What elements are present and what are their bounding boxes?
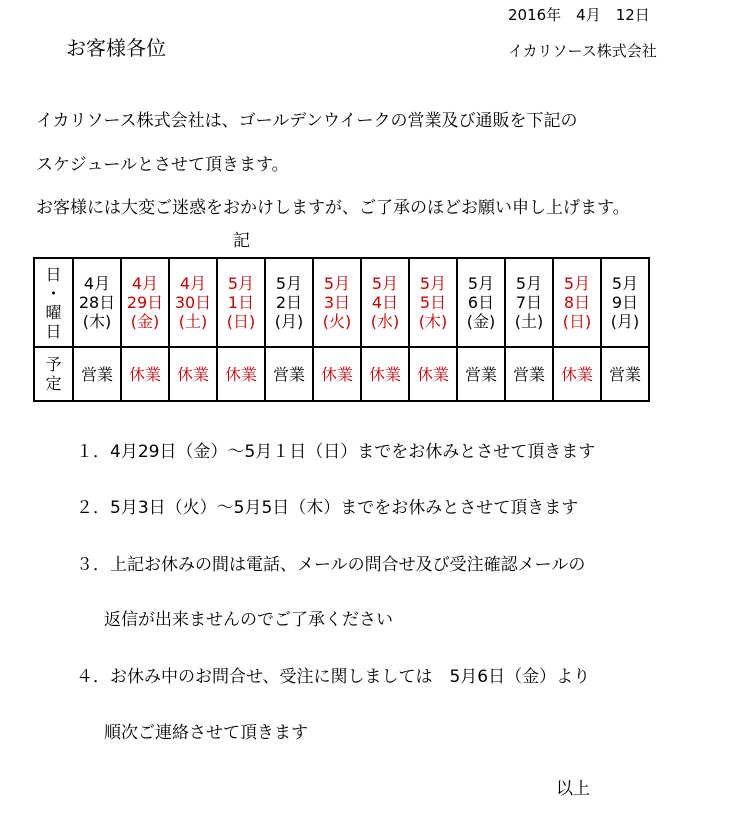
ki-mark: 記 (233, 231, 250, 251)
status-cell: 休業 (409, 347, 457, 401)
date-cell-day: 5日 (419, 293, 447, 312)
date-cell (601, 258, 649, 347)
status-cell: 営業 (601, 347, 649, 401)
note-3-continuation: 返信が出来ませんのでご了承ください (104, 610, 393, 630)
date-cell (409, 258, 457, 347)
status-cell: 休業 (217, 347, 265, 401)
date-cell-month: 5月 (467, 274, 495, 293)
intro-line-1: イカリソース株式会社は、ゴールデンウイークの営業及び通販を下記の (36, 111, 578, 131)
date-cell-weekday: (金) (130, 312, 160, 331)
date-cell (553, 258, 601, 347)
date-cell-weekday: (月) (610, 312, 640, 331)
date-cell (457, 258, 505, 347)
date-cell-day: 1日 (227, 293, 255, 312)
intro-line-3: お客様には大変ご迷惑をおかけしますが、ご了承のほどお願い申し上げます。 (36, 198, 630, 218)
date-cell-weekday: (土) (178, 312, 208, 331)
date-cell-weekday: (土) (514, 312, 544, 331)
intro-line-2: スケジュールとさせて頂きます。 (36, 155, 289, 175)
date-cell (313, 258, 361, 347)
date-cell (73, 258, 121, 347)
date-cell-weekday: (日) (562, 312, 592, 331)
note-4: ４．お休み中のお問合せ、受注に関しましては 5月6日（金）より (76, 667, 591, 687)
date-cell (361, 258, 409, 347)
status-cell: 休業 (553, 347, 601, 401)
status-cell: 休業 (169, 347, 217, 401)
date-row (34, 258, 649, 347)
date-cell-weekday: (木) (418, 312, 448, 331)
note-4-continuation: 順次ご連絡させて頂きます (104, 723, 308, 743)
date-cell-day: 6日 (467, 293, 495, 312)
date-cell-month: 5月 (227, 274, 255, 293)
status-cell: 営業 (457, 347, 505, 401)
schedule-table (33, 257, 650, 402)
date-cell (505, 258, 553, 347)
date-cell-day: 2日 (275, 293, 303, 312)
date-cell-weekday: (火) (322, 312, 352, 331)
date-cell-month: 4月 (131, 274, 159, 293)
date-cell (121, 258, 169, 347)
schedule-row (34, 347, 649, 401)
status-cell: 営業 (505, 347, 553, 401)
date-cell-weekday: (木) (82, 312, 112, 331)
date-row-label: 日 ・ 曜 日 (34, 258, 73, 347)
status-cell: 休業 (313, 347, 361, 401)
date-cell-month: 5月 (371, 274, 399, 293)
note-3: ３．上記お休みの間は電話、メールの問合せ及び受注確認メールの (76, 555, 586, 575)
company-name: イカリソース株式会社 (508, 42, 657, 60)
status-cell: 休業 (361, 347, 409, 401)
date-cell-month: 5月 (515, 274, 543, 293)
date-cell-month: 5月 (563, 274, 591, 293)
date-cell-weekday: (日) (226, 312, 256, 331)
date-cell-day: 4日 (371, 293, 399, 312)
date-cell-month: 5月 (419, 274, 447, 293)
date-cell-month: 4月 (179, 274, 207, 293)
date-cell-day: 29日 (126, 293, 164, 312)
date-cell-weekday: (金) (466, 312, 496, 331)
schedule-row-label: 予 定 (34, 347, 73, 401)
date-cell-day: 3日 (323, 293, 351, 312)
status-cell: 営業 (265, 347, 313, 401)
date-cell-day: 28日 (78, 293, 116, 312)
date-cell (169, 258, 217, 347)
date-cell-month: 4月 (83, 274, 111, 293)
note-1: １．4月29日（金）～5月１日（日）までをお休みとさせて頂きます (76, 442, 596, 462)
note-2: ２．5月3日（火）～5月5日（木）までをお休みとさせて頂きます (76, 498, 579, 518)
date-cell-weekday: (月) (274, 312, 304, 331)
date-cell-month: 5月 (275, 274, 303, 293)
date-cell (265, 258, 313, 347)
salutation: お客様各位 (66, 36, 166, 60)
date-cell (217, 258, 265, 347)
date-cell-day: 9日 (611, 293, 639, 312)
status-cell: 営業 (73, 347, 121, 401)
date-cell-day: 7日 (515, 293, 543, 312)
date-cell-day: 8日 (563, 293, 591, 312)
date-cell-day: 30日 (174, 293, 212, 312)
status-cell: 休業 (121, 347, 169, 401)
date-cell-weekday: (水) (370, 312, 400, 331)
notice-date: 2016年 4月 12日 (508, 6, 650, 24)
date-cell-month: 5月 (611, 274, 639, 293)
closing-mark: 以上 (556, 779, 590, 799)
date-cell-month: 5月 (323, 274, 351, 293)
